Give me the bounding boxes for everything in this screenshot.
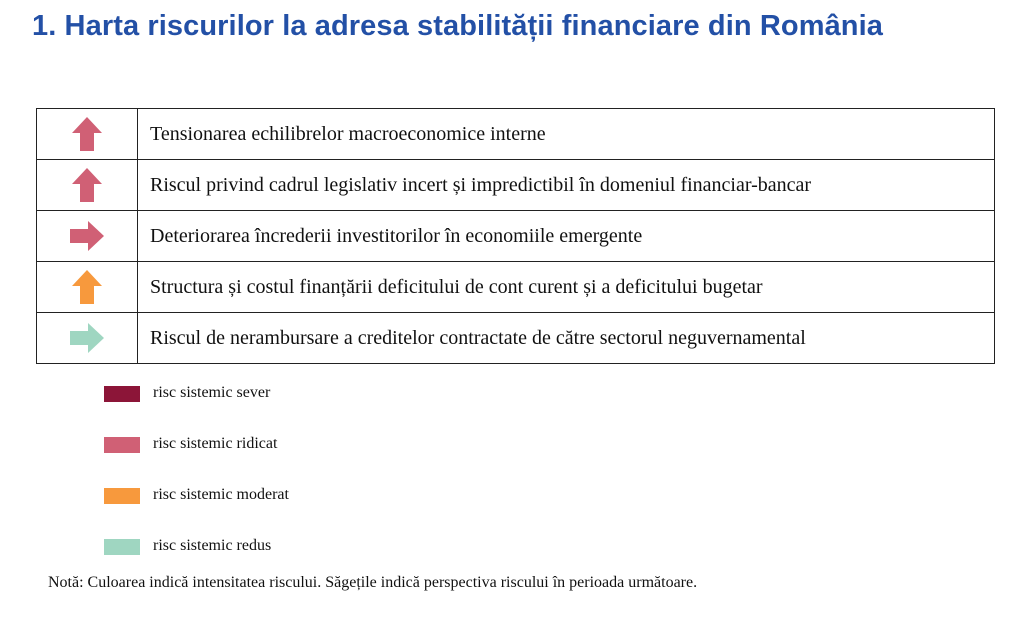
risk-direction-cell [37,160,138,211]
table-row [37,262,995,313]
legend-label: risc sistemic moderat [153,486,289,503]
table-row [37,211,995,262]
legend-label: risc sistemic sever [153,384,271,401]
legend-item-moderat [104,486,404,506]
risk-description: Deteriorarea încrederii investitorilor în economiile emergente [138,211,995,262]
risk-description: Structura și costul finanțării deficitului de cont curent și a deficitului bugetar [138,262,995,313]
risk-description: Riscul privind cadrul legislativ incert și impredictibil în domeniul financiar-bancar [138,160,995,211]
table-row [37,109,995,160]
legend-swatch [104,386,140,402]
risk-description: Riscul de nerambursare a creditelor contractate de către sectorul neguvernamental [138,313,995,364]
risk-direction-cell [37,211,138,262]
arrow-up-icon [67,267,107,307]
footnote: Notă: Culoarea indică intensitatea riscului. Săgețile indică perspectiva riscului în perioada următoare. [48,574,698,591]
table-row [37,160,995,211]
legend-item-sever [104,384,404,404]
risk-direction-cell [37,109,138,160]
legend-swatch [104,539,140,555]
legend-label: risc sistemic ridicat [153,435,278,452]
arrow-up-icon [67,114,107,154]
legend-item-ridicat [104,435,404,455]
page-title: 1. Harta riscurilor la adresa stabilității financiare din România [32,10,884,42]
risk-map-table [36,108,995,364]
arrow-right-icon [67,318,107,358]
legend-label: risc sistemic redus [153,537,272,554]
legend-swatch [104,437,140,453]
risk-direction-cell [37,262,138,313]
risk-description: Tensionarea echilibrelor macroeconomice interne [138,109,995,160]
arrow-right-icon [67,216,107,256]
arrow-up-icon [67,165,107,205]
legend-item-redus [104,537,404,557]
table-row [37,313,995,364]
risk-direction-cell [37,313,138,364]
legend-swatch [104,488,140,504]
